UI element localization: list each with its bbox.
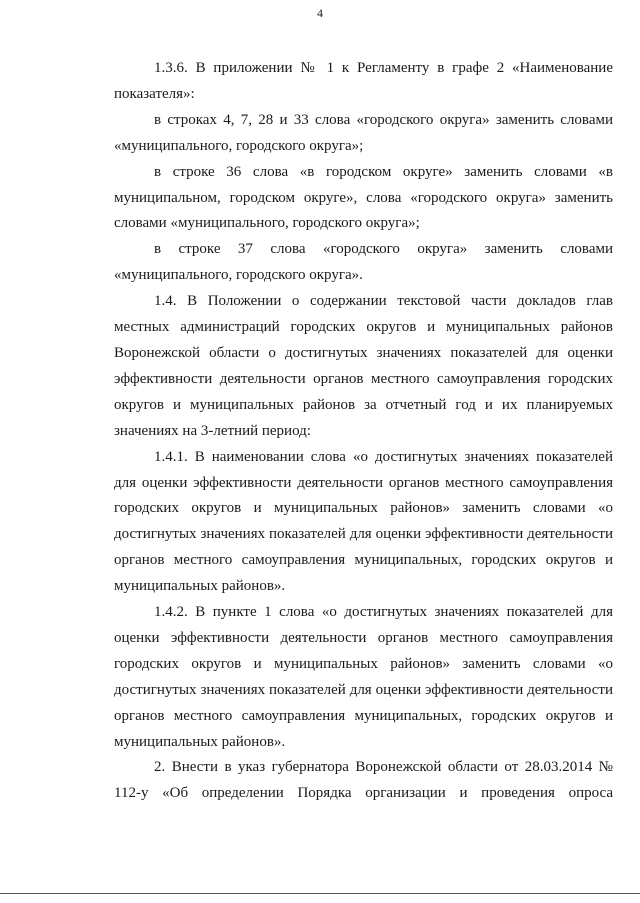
page-bottom-edge (0, 893, 640, 894)
paragraph-1-3-6: 1.3.6. В приложении № 1 к Регламенту в графе 2 «Наименование показателя»: (114, 60, 613, 102)
paragraph-row-36: в строке 36 слова «в городском округе» заменить словами «в муниципальном, городском округе», слова «городского округа» заменить словами «муниципального, городского округа»; (114, 163, 613, 232)
document-body (114, 56, 613, 807)
paragraph-row-37: в строке 37 слова «городского округа» заменить словами «муниципального, городского округа». (114, 241, 613, 284)
paragraph-1-4: 1.4. В Положении о содержании текстовой части докладов глав местных администраций городских округов и муниципальных районов Воронежской области о достигнутых значениях показателей для оценки эффективности деятельности органов местного самоуправления городских округов и муниципальных районов за отчетный год и их планируемых значениях на 3-летний период: (114, 293, 613, 439)
paragraph-rows-4-7-28-33: в строках 4, 7, 28 и 33 слова «городского округа» заменить словами «муниципального, городского округа»; (114, 111, 613, 154)
paragraph-1-4-2: 1.4.2. В пункте 1 слова «о достигнутых значениях показателей для оценки эффективности деятельности органов местного самоуправления городских округов и муниципальных районов» заменить словами «о достигнутых значениях показателей для оценки эффективности деятельности органов местного самоуправления муниципальных, городских округов и муниципальных районов». (114, 604, 613, 750)
page-number: 4 (317, 6, 323, 20)
paragraph-2: 2. Внести в указ губернатора Воронежской области от 28.03.2014 № 112-у «Об определении Порядка организации и проведения опроса (114, 759, 613, 802)
paragraph-1-4-1: 1.4.1. В наименовании слова «о достигнутых значениях показателей для оценки эффективности деятельности органов местного самоуправления городских округов и муниципальных районов» заменить словами «о достигнутых значениях показателей для оценки эффективности деятельности органов местного самоуправления муниципальных, городских округов и муниципальных районов». (114, 448, 613, 595)
